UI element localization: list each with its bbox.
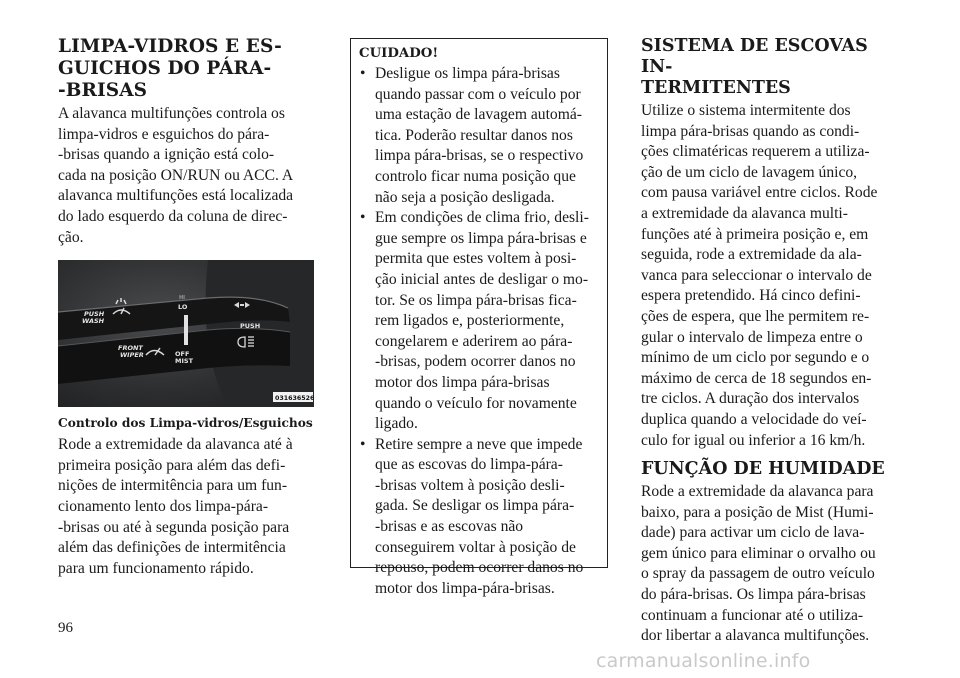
push-label: PUSH	[84, 310, 105, 319]
figure-code: 031636526	[275, 395, 314, 403]
wash-label: WASH	[82, 317, 105, 326]
mist-label: MIST	[175, 357, 194, 366]
intro-paragraph: A alavanca multifunções controla os limpa-vidros e esguichos do pára- -brisas quando a ignição está colo- cada na posição ON/RUN ou ACC. A alavanca multifunções está localizada do lado esquerdo da coluna de direc- ção.	[58, 105, 294, 246]
photo-caption: Controlo dos Limpa-vidros/Esguichos	[58, 416, 313, 431]
rotate-paragraph: Rode a extremidade da alavanca até à primeira posição para além das defi- nições de intermitência para um fun- cionamento lento dos limpa-pára- -brisas ou até à segunda posição para além das definições de intermitência para um funcionamento rápido.	[58, 436, 293, 577]
intermittent-paragraph: Utilize o sistema intermitente dos limpa pára-brisas quando as condi- ções climatéricas requerem a utiliza- ção de um ciclo de lavagem único, com pausa variável entre ciclos. Rode a extremidade da alavanca multi- funções até à primeira posição e, em seguida, rode a extremidade da ala- vanca para seleccionar o intervalo de espera pretendido. Há cinco defini- ções de espera, que lhe permitem re- gular o intervalo de limpeza entre o mínimo de um ciclo por segundo e o máximo de cerca de 18 segundos en- tre ciclos. A duração dos intervalos duplica quando a velocidade do veí- culo for igual ou inferior a 16 km/h.	[641, 102, 878, 449]
right-column	[641, 36, 899, 647]
watermark: carmanualsonline.info	[596, 650, 811, 672]
wiper-lever-illustration	[58, 260, 314, 407]
wiper-label: WIPER	[120, 351, 144, 360]
caution-title: CUIDADO!	[359, 46, 439, 61]
section-title-intermittent: SISTEMA DE ESCOVAS IN- TERMITENTES	[641, 36, 868, 98]
left-column	[58, 36, 316, 579]
wiper-lever-photo	[58, 260, 314, 407]
mist-paragraph: Rode a extremidade da alavanca para baixo, para a posição de Mist (Humi- dade) para activar um ciclo de lava- gem único para eliminar o orvalho ou o spray da passagem de outro veículo do pára-brisas. Os limpa pára-brisas continuam a funcionar até o utiliza- dor libertar a alavanca multifunções.	[641, 483, 876, 645]
caution-item: • Em condições de clima frio, desli- gue sempre os limpa pára-brisas e permita que estes voltem à posi- ção inicial antes de desligar o mo- tor. Se os limpa pára-brisas fica- rem ligados e, posteriormente, congelarem e aderirem ao pára- -brisas, podem ocorrer danos no motor dos limpa pára-brisas quando o veículo for novamente ligado.	[359, 208, 601, 435]
page-number: 96	[58, 620, 73, 636]
section-title-mist: FUNÇÃO DE HUMIDADE	[641, 459, 885, 480]
caution-list	[359, 64, 601, 599]
lo-label: LO	[178, 303, 188, 312]
caution-item: • Desligue os limpa pára-brisas quando passar com o veículo por uma estação de lavagem automá- tica. Poderão resultar danos nos limpa pára-brisas, se o respectivo controlo ficar numa posição que não seja a posição desligada.	[359, 64, 601, 208]
caution-item: • Retire sempre a neve que impede que as escovas do limpa-pára- -brisas voltem à posição desli- gada. Se desligar os limpa pára- -brisas e as escovas não conseguirem voltar à posição de repouso, podem ocorrer danos no motor dos limpa-pára-brisas.	[359, 435, 601, 600]
front-label: FRONT	[118, 344, 143, 353]
caution-box	[350, 38, 608, 597]
off-label: OFF	[175, 350, 190, 359]
section-title-wipers-washers: LIMPA-VIDROS E ES- GUICHOS DO PÁRA- -BRISAS	[58, 36, 282, 101]
push-beam-label: PUSH	[240, 322, 261, 331]
detent-mark	[184, 315, 188, 345]
hi-label: HI	[179, 295, 186, 302]
